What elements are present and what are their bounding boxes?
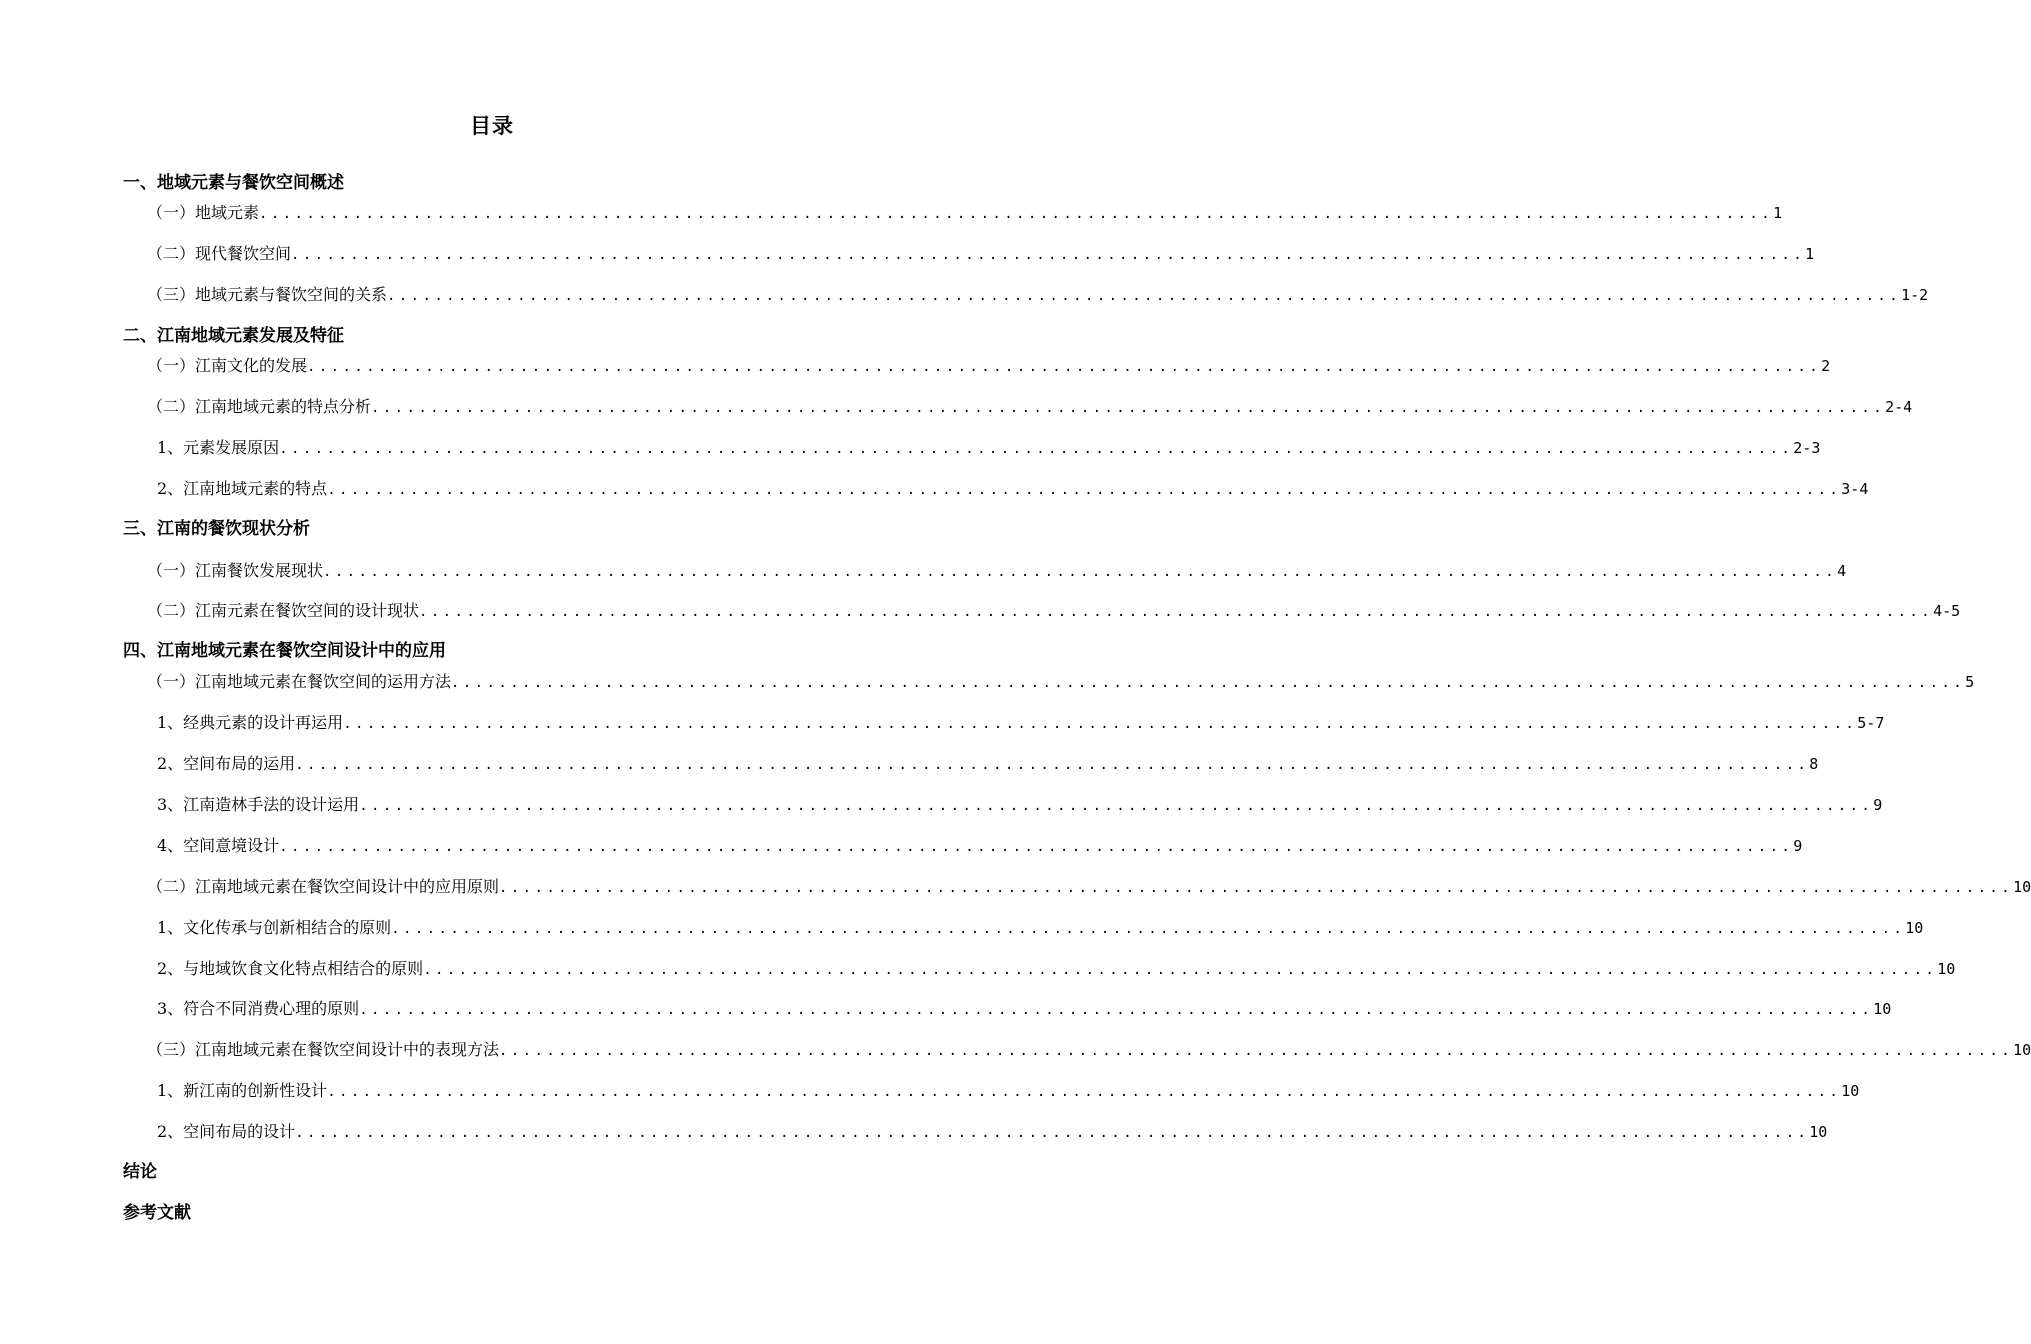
page-title: 目录 (470, 114, 514, 138)
toc-entry-label: （一）地域元素 (147, 203, 260, 222)
toc-entry-label: （二）江南地域元素的特点分析 (147, 397, 372, 416)
toc-heading-1[interactable]: 一、地域元素与餐饮空间概述 (123, 173, 344, 193)
toc-page-number: 4-5 (1933, 602, 1961, 620)
toc-leader-dots: ................................................................................................................................ (259, 206, 1774, 222)
toc-entry-label: 1、元素发展原因 (157, 438, 280, 457)
toc-entry[interactable] (147, 671, 1975, 694)
toc-page-number: 10 (1873, 1000, 1892, 1018)
toc-page-number: 5 (1965, 673, 1975, 691)
toc-entry-label: 4、空间意境设计 (157, 836, 280, 855)
toc-leader-dots: ................................................................................................................................ (279, 441, 1794, 457)
toc-leader-dots: ................................................................................................................................ (499, 880, 2014, 896)
toc-leader-dots: ................................................................................................................................ (499, 1043, 2014, 1059)
toc-entry-label: （三）地域元素与餐饮空间的关系 (147, 285, 388, 304)
toc-page-number: 10 (1809, 1123, 1828, 1141)
toc-leader-dots: ................................................................................................................................ (359, 798, 1874, 814)
toc-page-number: 10 (2013, 878, 2031, 896)
toc-entry-label: （一）江南文化的发展 (147, 356, 308, 375)
toc-page-number: 3-4 (1841, 480, 1869, 498)
toc-entry[interactable] (157, 753, 1819, 776)
toc-leader-dots: ................................................................................................................................ (423, 962, 1938, 978)
toc-entry[interactable] (157, 1121, 1828, 1144)
toc-entry[interactable] (147, 202, 1783, 225)
toc-leader-dots: ................................................................................................................................ (327, 482, 1842, 498)
toc-entry[interactable] (157, 437, 1821, 460)
toc-page-number: 2 (1821, 357, 1831, 375)
toc-leader-dots: ................................................................................................................................ (387, 288, 1902, 304)
toc-conclusion[interactable]: 结论 (123, 1162, 157, 1182)
toc-page-number: 9 (1793, 837, 1803, 855)
toc-leader-dots: ................................................................................................................................ (419, 604, 1934, 620)
toc-entry[interactable] (147, 560, 1847, 583)
toc-page-number: 4 (1837, 562, 1847, 580)
toc-leader-dots: ................................................................................................................................ (371, 400, 1886, 416)
toc-leader-dots: ................................................................................................................................ (323, 564, 1838, 580)
toc-entry-label: 2、与地域饮食文化特点相结合的原则 (157, 959, 424, 978)
toc-entry-label: 3、符合不同消费心理的原则 (157, 999, 360, 1018)
toc-page-number: 1 (1773, 204, 1783, 222)
toc-entry[interactable] (157, 958, 1956, 981)
toc-page-number: 2-3 (1793, 439, 1821, 457)
toc-page-number: 1-2 (1901, 286, 1929, 304)
toc-entry[interactable] (147, 600, 1961, 623)
toc-page-number: 10 (2013, 1041, 2031, 1059)
toc-leader-dots: ................................................................................................................................ (279, 839, 1794, 855)
toc-leader-dots: ................................................................................................................................ (343, 716, 1858, 732)
toc-heading-4[interactable]: 四、江南地域元素在餐饮空间设计中的应用 (123, 641, 446, 661)
toc-page-number: 10 (1841, 1082, 1860, 1100)
toc-leader-dots: ................................................................................................................................ (307, 359, 1822, 375)
toc-entry[interactable] (147, 243, 1815, 266)
toc-entry[interactable] (157, 917, 1924, 940)
toc-leader-dots: ................................................................................................................................ (359, 1002, 1874, 1018)
toc-entry-label: （二）现代餐饮空间 (147, 244, 292, 263)
toc-entry-label: （二）江南地域元素在餐饮空间设计中的应用原则 (147, 877, 500, 896)
toc-entry[interactable] (157, 794, 1883, 817)
toc-entry[interactable] (147, 284, 1929, 307)
toc-entry-label: 2、江南地域元素的特点 (157, 479, 328, 498)
toc-entry[interactable] (157, 478, 1869, 501)
toc-leader-dots: ................................................................................................................................ (295, 1125, 1810, 1141)
toc-entry[interactable] (147, 396, 1913, 419)
toc-entry-label: （一）江南地域元素在餐饮空间的运用方法 (147, 672, 452, 691)
toc-entry-label: 1、经典元素的设计再运用 (157, 713, 344, 732)
toc-heading-3[interactable]: 三、江南的餐饮现状分析 (123, 519, 310, 539)
toc-entry[interactable] (157, 835, 1803, 858)
toc-page-number: 10 (1905, 919, 1924, 937)
toc-entry-label: 1、文化传承与创新相结合的原则 (157, 918, 392, 937)
toc-entry[interactable] (147, 355, 1831, 378)
toc-entry[interactable] (157, 998, 1892, 1021)
toc-page-number: 1 (1805, 245, 1815, 263)
toc-entry[interactable] (147, 876, 2031, 899)
toc-entry[interactable] (157, 712, 1885, 735)
toc-entry[interactable] (157, 1080, 1860, 1103)
toc-page-number: 10 (1937, 960, 1956, 978)
toc-entry-label: 3、江南造林手法的设计运用 (157, 795, 360, 814)
toc-entry-label: 2、空间布局的设计 (157, 1122, 296, 1141)
toc-entry-label: （二）江南元素在餐饮空间的设计现状 (147, 601, 420, 620)
toc-leader-dots: ................................................................................................................................ (327, 1084, 1842, 1100)
toc-entry-label: 2、空间布局的运用 (157, 754, 296, 773)
toc-page-number: 8 (1809, 755, 1819, 773)
toc-page-number: 2-4 (1885, 398, 1913, 416)
toc-page-number: 9 (1873, 796, 1883, 814)
toc-leader-dots: ................................................................................................................................ (291, 247, 1806, 263)
toc-entry-label: 1、新江南的创新性设计 (157, 1081, 328, 1100)
toc-entry-label: （三）江南地域元素在餐饮空间设计中的表现方法 (147, 1040, 500, 1059)
toc-heading-2[interactable]: 二、江南地域元素发展及特征 (123, 326, 344, 346)
toc-leader-dots: ................................................................................................................................ (391, 921, 1906, 937)
toc-references[interactable]: 参考文献 (123, 1203, 191, 1223)
toc-entry-label: （一）江南餐饮发展现状 (147, 561, 324, 580)
toc-leader-dots: ................................................................................................................................ (451, 675, 1966, 691)
toc-leader-dots: ................................................................................................................................ (295, 757, 1810, 773)
toc-entry[interactable] (147, 1039, 2031, 1062)
toc-page-number: 5-7 (1857, 714, 1885, 732)
